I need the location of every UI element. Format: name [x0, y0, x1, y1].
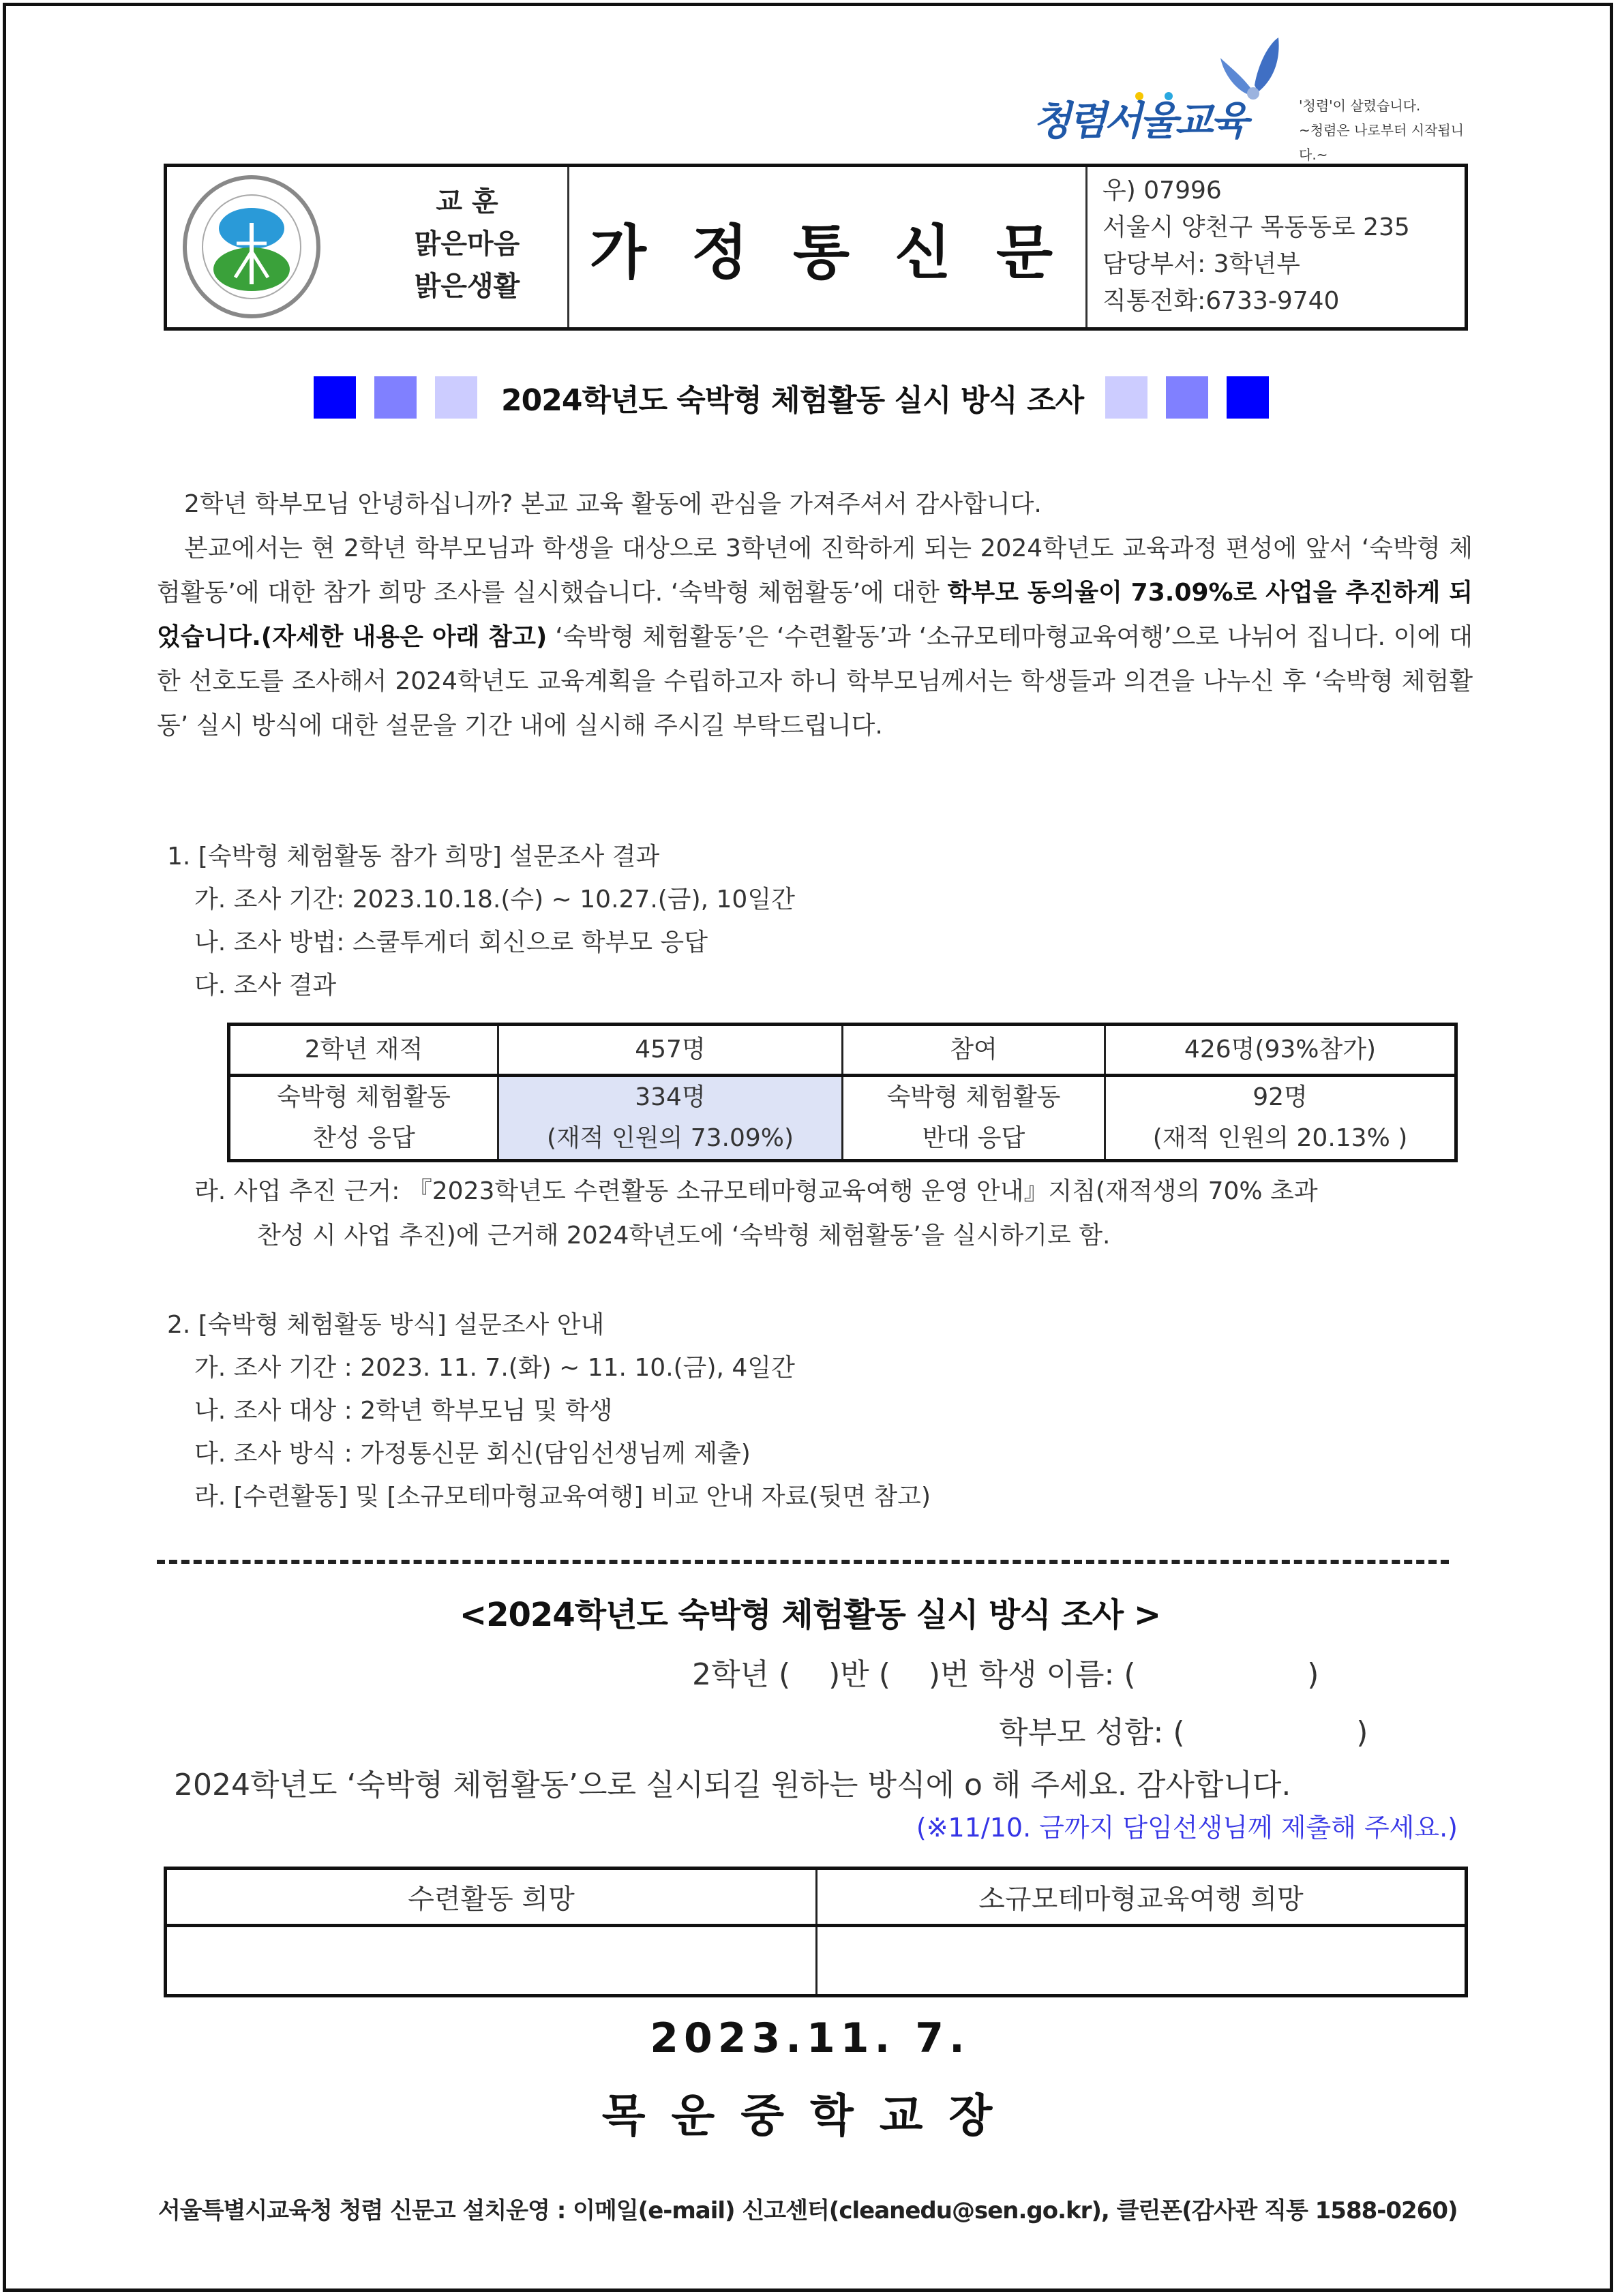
cell-line: 92명 [1252, 1083, 1308, 1111]
table-row [166, 1869, 1467, 1926]
doc-title-cell [569, 167, 1088, 327]
cell-line: 숙박형 체험활동 [886, 1083, 1061, 1111]
postal-code: 우) 07996 [1102, 177, 1222, 205]
table-cell-highlighted [498, 1076, 843, 1161]
cell-line: (재적 인원의 20.13% ) [1152, 1124, 1408, 1152]
intro-bold-text: 학부모 동의율이 73.09%로 사업을 추진하게 되었습니다.(자세한 내용은 아래 참고) [157, 579, 1473, 651]
table-row [166, 1926, 1467, 1996]
motto-line-2: 밝은생활 [414, 271, 520, 302]
table-cell: 2학년 재적 [229, 1025, 498, 1076]
form-instruction: 2024학년도 ‘숙박형 체험활동’으로 실시되길 원하는 방식에 o 해 주세요. 감사합니다. [174, 1768, 1291, 1802]
section-2-heading: 2. [숙박형 체험활동 방식] 설문조사 안내 [167, 1311, 605, 1339]
note-line-1: 라. 사업 추진 근거: 『2023학년도 수련활동 소규모테마형교육여행 운영 안내』지침(재적생의 70% 초과 [194, 1177, 1318, 1205]
intro-text-1: 본교에서는 현 2학년 학부모님과 학생을 대상으로 3학년에 진학하게 되는 2024학년도 교육과정 편성에 앞서 ‘숙박형 체험활동’에 대한 참가 희망 조사를 실시했습니다. ‘숙박형 체험활동’에 대한 [157, 534, 1473, 607]
banner-square-mid [374, 376, 417, 419]
cell-line: 찬성 응답 [312, 1124, 415, 1152]
section-1-note [194, 1169, 1476, 1258]
section-banner [314, 375, 1323, 420]
table-cell [229, 1076, 498, 1161]
school-contact [1088, 167, 1465, 327]
section-1-item: 나. 조사 방법: 스쿨투게더 회신으로 학부모 응답 [194, 928, 708, 956]
table-cell: 426명(93%참가) [1105, 1025, 1456, 1076]
integrity-hotline-footer: 서울특별시교육청 청렴 신문고 설치운영 : 이메일(e-mail) 신고센터(cleanedu@sen.go.kr), 클린폰(감사관 직통 1588-0260) [158, 2197, 1458, 2224]
banner-square-dark [1227, 376, 1269, 419]
parent-name-field[interactable]: 학부모 성함: ( ) [999, 1715, 1368, 1750]
banner-title: 2024학년도 숙박형 체험활동 실시 방식 조사 [501, 383, 1084, 418]
slogan-line-1: '청렴'이 살렸습니다. [1299, 97, 1421, 114]
section-2-item: 가. 조사 기간 : 2023. 11. 7.(화) ~ 11. 10.(금), 4일간 [194, 1354, 795, 1382]
choice-mark-small-theme-trip[interactable] [817, 1926, 1467, 1996]
section-2 [167, 1303, 1483, 1518]
table-cell: 457명 [498, 1025, 843, 1076]
school-identity [167, 167, 569, 327]
section-1-item: 다. 조사 결과 [194, 971, 337, 999]
clean-seoul-education-logo [1026, 37, 1490, 163]
deadline-note: (※11/10. 금까지 담임선생님께 제출해 주세요.) [916, 1813, 1458, 1843]
table-row [229, 1025, 1456, 1076]
issue-date: 2023.11. 7. [650, 2014, 970, 2062]
principal-signature: 목운중학교장 [601, 2089, 1019, 2142]
banner-square-mid [1166, 376, 1208, 419]
section-2-item: 나. 조사 대상 : 2학년 학부모님 및 학생 [194, 1397, 613, 1425]
banner-square-light [1105, 376, 1148, 419]
table-cell: 참여 [843, 1025, 1105, 1076]
motto-title: 교 훈 [436, 186, 498, 217]
cell-line: (재적 인원의 73.09%) [546, 1124, 794, 1152]
greeting: 2학년 학부모님 안녕하십니까? 본교 교육 활동에 관심을 가져주셔서 감사합니다. [184, 490, 1042, 518]
address: 서울시 양천구 목동동로 235 [1102, 213, 1410, 241]
motto-line-1: 맑은마음 [414, 228, 520, 260]
choice-mark-training[interactable] [166, 1926, 817, 1996]
intro-paragraph [157, 526, 1473, 748]
form-title: <2024학년도 숙박형 체험활동 실시 방식 조사 > [459, 1596, 1161, 1634]
section-1-item: 가. 조사 기간: 2023.10.18.(수) ~ 10.27.(금), 10일간 [194, 886, 795, 913]
cell-line: 반대 응답 [922, 1124, 1025, 1152]
intro-text-2: ‘숙박형 체험활동’은 ‘수련활동’과 ‘소규모테마형교육여행’으로 나뉘어 집니다. 이에 대한 선호도를 조사해서 2024학년도 교육계획을 수립하고자 하니 학부모님께서는 학생들과 의견을 나누신 후 ‘숙박형 체험활동’ 실시 방식에 대한 설문을 기간 내에 실시해 주시길 부탁드립니다. [157, 623, 1473, 740]
cut-line-divider [157, 1560, 1449, 1564]
table-row [229, 1076, 1456, 1161]
section-1 [167, 835, 1483, 1007]
choice-table [164, 1867, 1468, 1997]
section-2-item: 다. 조사 방식 : 가정통신문 회신(담임선생님께 제출) [194, 1440, 751, 1468]
banner-square-dark [314, 376, 356, 419]
phone: 직통전화:6733-9740 [1102, 287, 1340, 315]
logo-text: 청렴서울교육 [1033, 97, 1246, 144]
school-motto [399, 181, 535, 307]
table-cell [843, 1076, 1105, 1161]
choice-header-small-theme-trip: 소규모테마형교육여행 희망 [817, 1869, 1467, 1926]
cell-line: 숙박형 체험활동 [277, 1083, 451, 1111]
letterhead [164, 164, 1468, 331]
banner-square-light [435, 376, 477, 419]
note-line-2: 찬성 시 사업 추진)에 근거해 2024학년도에 ‘숙박형 체험활동’을 실시하기로 함. [257, 1222, 1111, 1250]
section-2-item: 라. [수련활동] 및 [소규모테마형교육여행] 비교 안내 자료(뒷면 참고) [194, 1483, 931, 1511]
school-seal-icon [182, 175, 322, 318]
intro-section [157, 482, 1473, 748]
cell-line: 334명 [635, 1083, 706, 1111]
table-cell [1105, 1076, 1456, 1161]
logo-slogan [1299, 93, 1490, 167]
survey-result-table [227, 1023, 1458, 1162]
choice-header-training: 수련활동 희망 [166, 1869, 817, 1926]
student-info-field[interactable]: 2학년 ( )반 ( )번 학생 이름: ( ) [692, 1657, 1319, 1692]
section-1-heading: 1. [숙박형 체험활동 참가 희망] 설문조사 결과 [167, 843, 660, 871]
department: 담당부서: 3학년부 [1102, 250, 1300, 278]
slogan-line-2: ~청렴은 나로부터 시작됩니다.~ [1299, 122, 1464, 163]
doc-title: 가 정 통 신 문 [589, 218, 1066, 287]
